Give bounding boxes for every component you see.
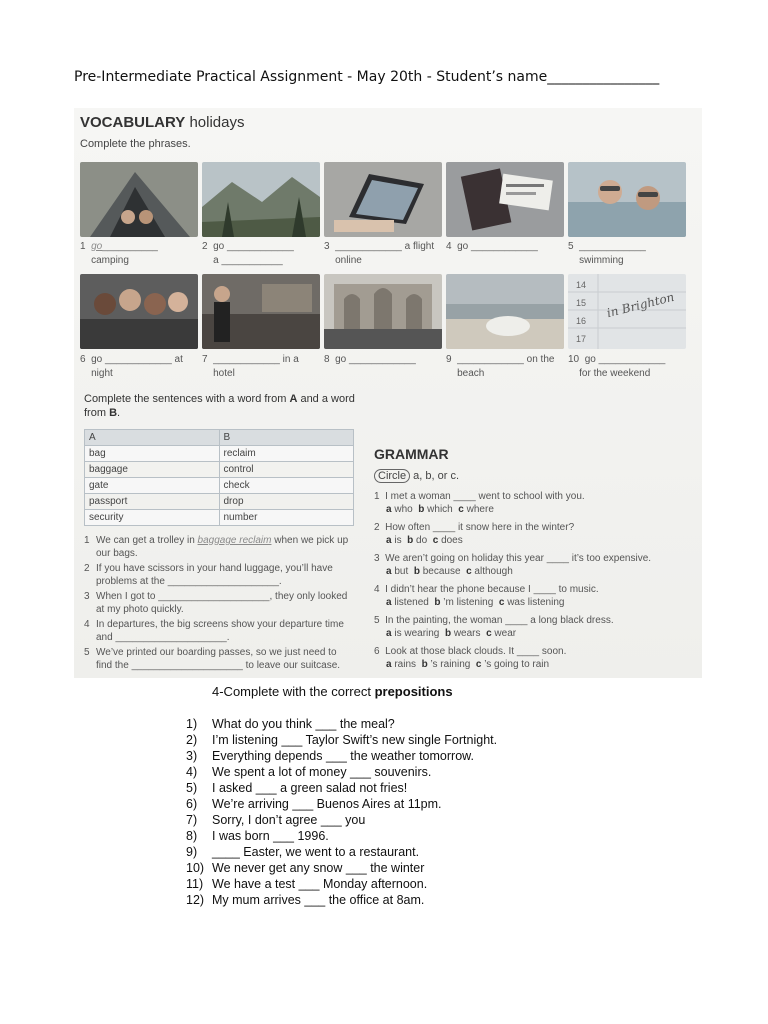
table-row: gate check (85, 478, 354, 494)
vocab-item-5: 5 ____________ swimming (568, 241, 646, 266)
column-b-header: B (219, 430, 354, 446)
photo-passport-ticket (446, 162, 564, 237)
textbook-scan (74, 108, 702, 678)
table-row: passport drop (85, 494, 354, 510)
grammar-question-4: 4 I didn’t hear the phone because I ____ to music. a listened b ’m listening c was listening (374, 584, 599, 608)
vocab-item-3: 3 ____________ a flight online (324, 241, 435, 266)
list-item: 2 If you have scissors in your hand luggage, you’ll have problems at the ____________________. (84, 563, 333, 587)
calendar-date: 16 (576, 316, 587, 326)
grammar-question-5: 5 In the painting, the woman ____ a long black dress. a is wearing b wears c wear (374, 615, 614, 639)
table-row: bag reclaim (85, 446, 354, 462)
assignment-header: Pre-Intermediate Practical Assignment - May 20th - Student’s name________________ (74, 69, 660, 85)
list-item: 9) ____ Easter, we went to a restaurant. (186, 845, 420, 859)
grammar-title: GRAMMAR (374, 446, 449, 462)
table-row: baggage control (85, 462, 354, 478)
word-match-instruction: Complete the sentences with a word from A and a word from B. (84, 393, 355, 419)
list-item: 2) I’m listening ___ Taylor Swift’s new single Fortnight. (186, 733, 498, 747)
word-table (84, 429, 354, 526)
calendar-date: 15 (576, 298, 587, 308)
calendar-weekend (568, 274, 686, 349)
calendar-date: 17 (576, 334, 587, 344)
photo-camping (80, 162, 198, 237)
list-item: 7) Sorry, I don’t agree ___ you (186, 813, 366, 827)
vocab-item-9: 9 ____________ on the beach (446, 354, 555, 379)
list-item: 3 When I got to ____________________, they only looked at my photo quickly. (84, 591, 348, 615)
calendar-date: 14 (576, 280, 587, 290)
list-item: 3) Everything depends ___ the weather tomorrow. (186, 749, 474, 763)
table-header-row (85, 430, 354, 446)
list-item: 11) We have a test ___ Monday afternoon. (186, 877, 428, 891)
photo-sightseeing (324, 274, 442, 349)
list-item: 4 In departures, the big screens show your departure time and ____________________. (84, 619, 344, 643)
vocab-item-4: 4 go ____________ (446, 241, 538, 252)
list-item: 5) I asked ___ a green salad not fries! (186, 781, 408, 795)
list-item: 10) We never get any snow ___ the winter (186, 861, 425, 875)
vocab-item-7: 7 ____________ in a hotel (202, 354, 299, 379)
vocab-item-1: 1 go__________ camping (80, 241, 158, 266)
vocab-item-8: 8 go ____________ (324, 354, 416, 365)
list-item: 12) My mum arrives ___ the office at 8am. (186, 893, 425, 907)
vocabulary-title: VOCABULARY holidays (80, 114, 245, 131)
photo-hotel (202, 274, 320, 349)
list-item: 1) What do you think ___ the meal? (186, 717, 395, 731)
photo-swimming (568, 162, 686, 237)
vocab-item-2: 2 go ____________ a ___________ (202, 241, 294, 266)
table-row: security number (85, 510, 354, 526)
photo-hiking (202, 162, 320, 237)
list-item: 6) We’re arriving ___ Buenos Aires at 11pm. (186, 797, 442, 811)
grammar-question-1: 1 I met a woman ____ went to school with you. a who b which c where (374, 491, 585, 515)
photo-beach (446, 274, 564, 349)
list-item: 5 We’ve printed our boarding passes, so we just need to find the ____________________ to leave our suitcase. (84, 647, 341, 671)
photo-laptop (324, 162, 442, 237)
calendar-note: in Brighton (605, 289, 676, 321)
vocab-item-10: 10 go ____________ for the weekend (568, 354, 666, 379)
prepositions-list (186, 716, 497, 908)
vocabulary-subtitle: Complete the phrases. (80, 138, 191, 150)
grammar-instruction: Circle a, b, or c. (374, 470, 459, 482)
grammar-question-6: 6 Look at those black clouds. It ____ soon. a rains b ’s raining c ’s going to rain (374, 646, 567, 670)
word-sentences (84, 534, 354, 674)
grammar-question-2: 2 How often ____ it snow here in the winter? a is b do c does (374, 522, 575, 546)
prepositions-instruction: 4-Complete with the correct prepositions (212, 684, 453, 699)
photo-friends-night (80, 274, 198, 349)
list-item: 1 We can get a trolley in baggage reclaim when we pick up our bags. (84, 535, 349, 559)
vocab-item-6: 6 go ____________ at night (80, 354, 183, 379)
list-item: 8) I was born ___ 1996. (186, 829, 329, 843)
grammar-question-3: 3 We aren’t going on holiday this year ____ it’s too expensive. a but b because c although (374, 553, 652, 577)
column-a-header: A (85, 430, 220, 446)
list-item: 4) We spent a lot of money ___ souvenirs. (186, 765, 432, 779)
